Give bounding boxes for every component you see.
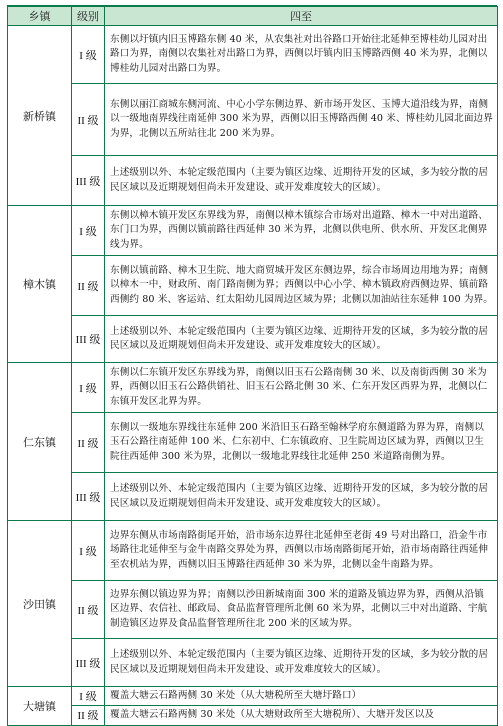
table-row bbox=[8, 316, 498, 363]
scope-cell: 覆盖大塘云石路两侧 30 米处（从大塘税所至大塘圩路口） bbox=[105, 687, 498, 706]
table-row bbox=[8, 256, 498, 316]
table-row bbox=[8, 26, 498, 84]
town-cell: 新桥镇 bbox=[8, 26, 72, 206]
scope-cell: 东侧以圩镇内旧玉博路东侧 40 米，从农集社对出谷路口开始往北延伸至博桂幼儿园对出路口为界，南侧以农集社对出路口为界，西侧以圩镇内旧玉博路西侧 40 米为界，北侧以博桂幼儿园对出路口为界。 bbox=[105, 26, 498, 84]
scope-cell: 上述级别以外、本轮定级范围内（主要为镇区边缘、近期待开发的区域，多为较分散的居民区域以及近期规划但尚未开发建设、或开发难度较大的区域）。 bbox=[105, 473, 498, 521]
table-row bbox=[8, 473, 498, 521]
scope-cell: 覆盖大塘云石路两侧 30 米处（从大塘财政所至大塘税所）、大塘开发区以及 bbox=[105, 706, 498, 725]
grade-cell: I 级 bbox=[72, 687, 105, 706]
town-cell: 仁东镇 bbox=[8, 363, 72, 521]
scope-cell: 东侧以仁东镇开发区东界线为界，南侧以旧玉石公路南侧 30 米、以及南街西侧 30 米为界，西侧以旧玉石公路供销社、旧玉石公路北侧 30 米、仁东开发区西界为界，北侧以仁东镇开发区北界为界。 bbox=[105, 363, 498, 413]
table-row bbox=[8, 581, 498, 639]
table-row bbox=[8, 413, 498, 473]
grade-cell: III 级 bbox=[72, 316, 105, 363]
grade-cell: I 级 bbox=[72, 363, 105, 413]
scope-cell: 东侧以樟木镇开发区东界线为界，南侧以樟木镇综合市场对出道路、樟木一中对出道路、东门口为界，西侧以镇前路往西延伸 30 米为界，北侧以供电所、供水所、开发区北侧界线为界。 bbox=[105, 206, 498, 256]
header-grade: 级别 bbox=[72, 7, 105, 26]
town-cell: 樟木镇 bbox=[8, 206, 72, 363]
scope-cell: 上述级别以外、本轮定级范围内（主要为镇区边缘、近期待开发的区域，多为较分散的居民区域以及近期规划但尚未开发建设、或开发难度较大的区域）。 bbox=[105, 639, 498, 687]
grade-cell: II 级 bbox=[72, 581, 105, 639]
grade-cell: II 级 bbox=[72, 413, 105, 473]
town-cell: 大塘镇 bbox=[8, 687, 72, 726]
table-row bbox=[8, 639, 498, 687]
grade-cell: I 级 bbox=[72, 521, 105, 581]
scope-cell: 边界东侧以镇边界为界；南侧以沙田新城南面 300 米的道路及镇边界为界，西侧从沿镇区边界、农信社、邮政局、食品监督管理所北侧 60 米为界，北侧以三中对出道路、宇航制造镇区边界及食品监督管理所往北 200 米的区域为界。 bbox=[105, 581, 498, 639]
town-cell: 沙田镇 bbox=[8, 521, 72, 687]
scope-cell: 东侧以丽江商城东侧河流、中心小学东侧边界、新市场开发区、玉博大道沿线为界，南侧以一级地南界线往南延伸 300 米为界，西侧以旧玉博路西侧 40 米、博桂幼儿园北面边界为界，北侧以五所站往北 200 米为界。 bbox=[105, 84, 498, 156]
table-row bbox=[8, 521, 498, 581]
table-row bbox=[8, 687, 498, 706]
scope-cell: 上述级别以外、本轮定级范围内（主要为镇区边缘、近期待开发的区域，多为较分散的居民区域以及近期规划但尚未开发建设、或开发难度较大的区域）。 bbox=[105, 316, 498, 363]
grade-cell: III 级 bbox=[72, 156, 105, 206]
table-row bbox=[8, 84, 498, 156]
scope-cell: 边界东侧从市场南路街尾开始，沿市场东边界往北延伸至老街 49 号对出路口，沿金牛市场路往北延伸至与金牛南路交界处为界，西侧以市场南路街尾开始，沿市场南路往西延伸至农机站为界，西侧以旧玉博路往西延伸 30 米为界，北侧以金牛南路为界。 bbox=[105, 521, 498, 581]
grade-cell: III 级 bbox=[72, 639, 105, 687]
grade-cell: II 级 bbox=[72, 256, 105, 316]
table-row bbox=[8, 706, 498, 725]
grade-cell: I 级 bbox=[72, 206, 105, 256]
grade-cell: II 级 bbox=[72, 84, 105, 156]
header-scope: 四至 bbox=[105, 7, 498, 26]
grade-cell: I 级 bbox=[72, 26, 105, 84]
table-row bbox=[8, 206, 498, 256]
grade-cell: II 级 bbox=[72, 706, 105, 725]
scope-cell: 东侧以镇前路、樟木卫生院、地大商贸城开发区东侧边界，综合市场周边用地为界；南侧以樟木一中，财政所、南门路南侧为界；西侧以中心小学、樟木镇政府西侧边界、镇前路西侧约 80 米、客运站、红太阳幼儿园周边区域为界；北侧以加油站往东延伸 100 为界。 bbox=[105, 256, 498, 316]
land-grade-table bbox=[7, 6, 498, 726]
scope-cell: 上述级别以外、本轮定级范围内（主要为镇区边缘、近期待开发的区域，多为较分散的居民区域以及近期规划但尚未开发建设、或开发难度较大的区域）。 bbox=[105, 156, 498, 206]
scope-cell: 东侧以一级地东界线往东延伸 200 米沿旧玉石路至翰林学府东侧道路为界为界，南侧以玉石公路往南延伸 100 米、仁东初中、仁东镇政府、卫生院周边区域为界，西侧以卫生院往西延伸 300 米为界，北侧以一级地北界线往北延伸 250 米道路南侧为界。 bbox=[105, 413, 498, 473]
header-town: 乡镇 bbox=[8, 7, 72, 26]
table-row bbox=[8, 363, 498, 413]
table-header-row bbox=[8, 7, 498, 26]
grade-cell: III 级 bbox=[72, 473, 105, 521]
table-row bbox=[8, 156, 498, 206]
